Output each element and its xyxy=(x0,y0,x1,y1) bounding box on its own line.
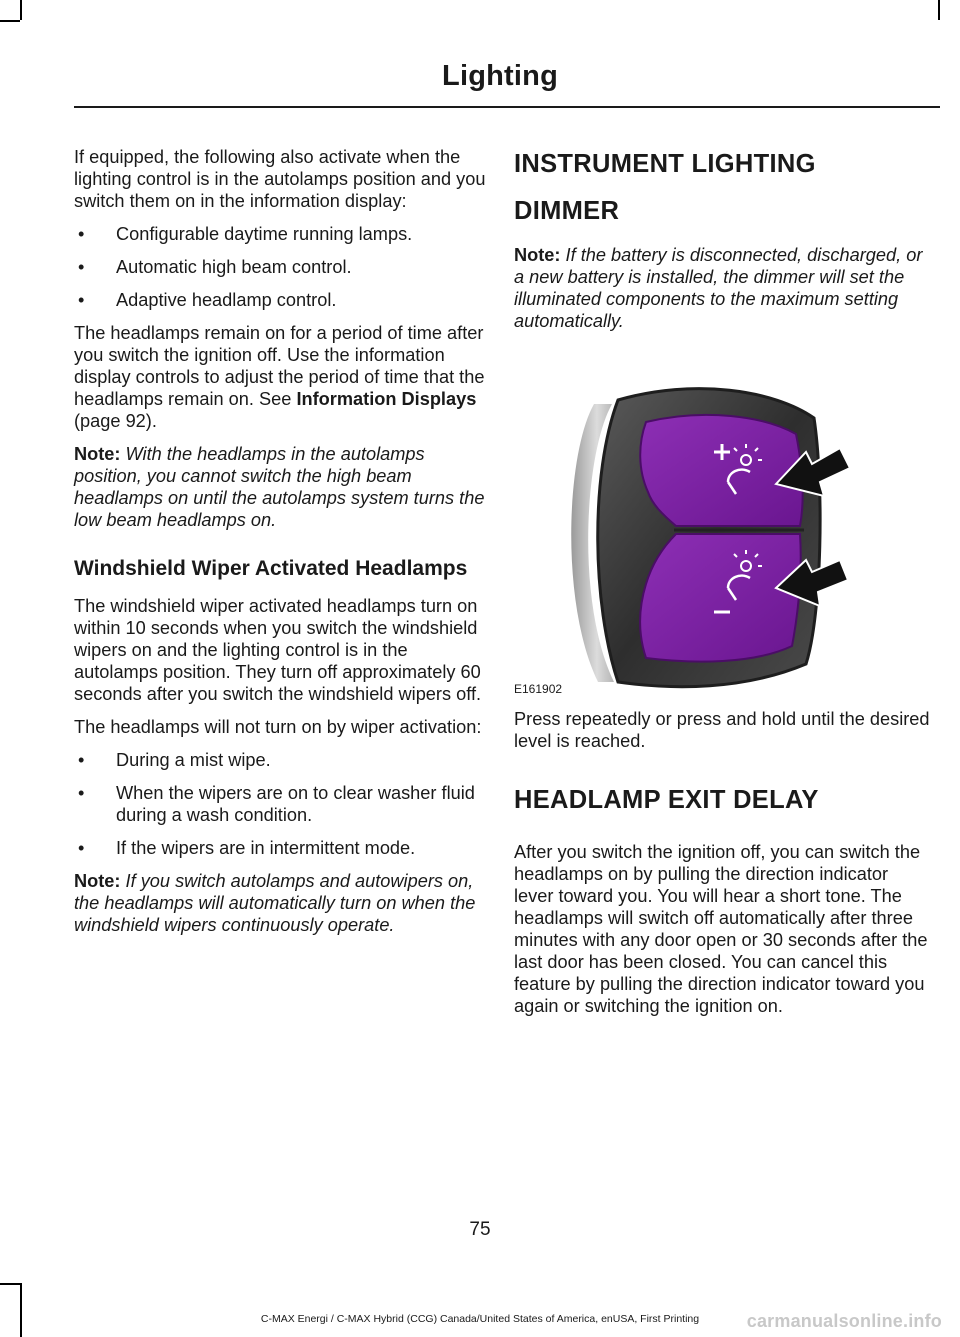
dimmer-switch-illustration xyxy=(514,364,930,696)
note-text: If you switch autolamps and autowipers on, the headlamps will automatically turn on when the windshield wipers continuously operate. xyxy=(74,871,476,935)
page-title: Lighting xyxy=(442,60,558,92)
footer-text: C-MAX Energi / C-MAX Hybrid (CCG) Canada/United States of America, enUSA, First Printing xyxy=(260,1313,700,1325)
dimmer-note xyxy=(514,244,930,332)
wiper-not-activated-paragraph: The headlamps will not turn on by wiper activation: xyxy=(74,717,482,737)
crop-mark xyxy=(0,1283,20,1285)
list-item: • Automatic high beam control. xyxy=(74,256,490,278)
note-label: Note: xyxy=(74,871,121,891)
headlamps-remain-on-paragraph xyxy=(74,322,490,432)
cross-reference-link[interactable]: Information Displays xyxy=(296,389,477,409)
crop-mark xyxy=(0,20,20,22)
wiper-case-list xyxy=(74,749,490,859)
right-column xyxy=(514,146,930,1028)
list-item: • If the wipers are in intermittent mode. xyxy=(74,837,490,859)
note-text: If the battery is disconnected, discharged, or a new battery is installed, the dimmer will set the illuminated components to the maximum setting automatically. xyxy=(514,245,923,331)
dimmer-up-button xyxy=(640,415,802,526)
remain-on-text: The headlamps remain on for a period of time after you switch the ignition off. Use the information display controls to adjust the period of time that the headlamps remain on. See xyxy=(74,323,485,409)
note-autolamps xyxy=(74,443,490,531)
feature-list xyxy=(74,223,490,311)
list-item: • Configurable daytime running lamps. xyxy=(74,223,490,245)
watermark-logo[interactable]: carmanualsonline.info xyxy=(746,1311,942,1331)
crop-mark xyxy=(20,1283,22,1337)
exit-delay-paragraph: After you switch the ignition off, you can switch the headlamps on by pulling the direction indicator lever toward you. You will hear a short tone. The headlamps will switch off automatically after three minutes with any door open or 30 seconds after the last door has been closed. You can cancel this feature by pulling the direction indicator toward you again or switching the ignition on. xyxy=(514,842,928,1016)
crop-mark xyxy=(938,0,940,20)
page-number: 75 xyxy=(469,1219,491,1240)
cross-reference-page: (page 92). xyxy=(74,411,157,431)
figure-id: E161902 xyxy=(514,682,563,696)
note-label: Note: xyxy=(514,245,561,265)
left-column xyxy=(74,146,490,947)
crop-mark xyxy=(20,0,22,20)
note-label: Note: xyxy=(74,444,121,464)
note-autowipers xyxy=(74,870,490,936)
wiper-headlamps-heading: Windshield Wiper Activated Headlamps xyxy=(74,557,468,580)
dimmer-instruction: Press repeatedly or press and hold until the desired level is reached. xyxy=(514,709,930,751)
note-text: With the headlamps in the autolamps position, you cannot switch the high beam headlamps on until the autolamps system turns the low beam headlamps on. xyxy=(74,444,485,530)
autolamps-intro: If equipped, the following also activate when the lighting control is in the autolamps position and you switch them on in the information display: xyxy=(74,147,486,211)
exit-delay-heading: HEADLAMP EXIT DELAY xyxy=(514,786,819,814)
list-item: • Adaptive headlamp control. xyxy=(74,289,490,311)
dimmer-switch-figure xyxy=(514,364,930,696)
list-item: • When the wipers are on to clear washer fluid during a wash condition. xyxy=(74,782,490,826)
title-divider xyxy=(74,106,940,108)
dimmer-heading-line2: DIMMER xyxy=(514,197,620,225)
dimmer-down-button xyxy=(640,534,801,662)
list-item: • During a mist wipe. xyxy=(74,749,490,771)
dimmer-heading-line1: INSTRUMENT LIGHTING xyxy=(514,150,816,178)
wiper-headlamps-paragraph: The windshield wiper activated headlamps turn on within 10 seconds when you switch the windshield wipers on and the lighting control is in the autolamps position. They turn off approximately 60 seconds after you switch the windshield wipers off. xyxy=(74,596,482,704)
